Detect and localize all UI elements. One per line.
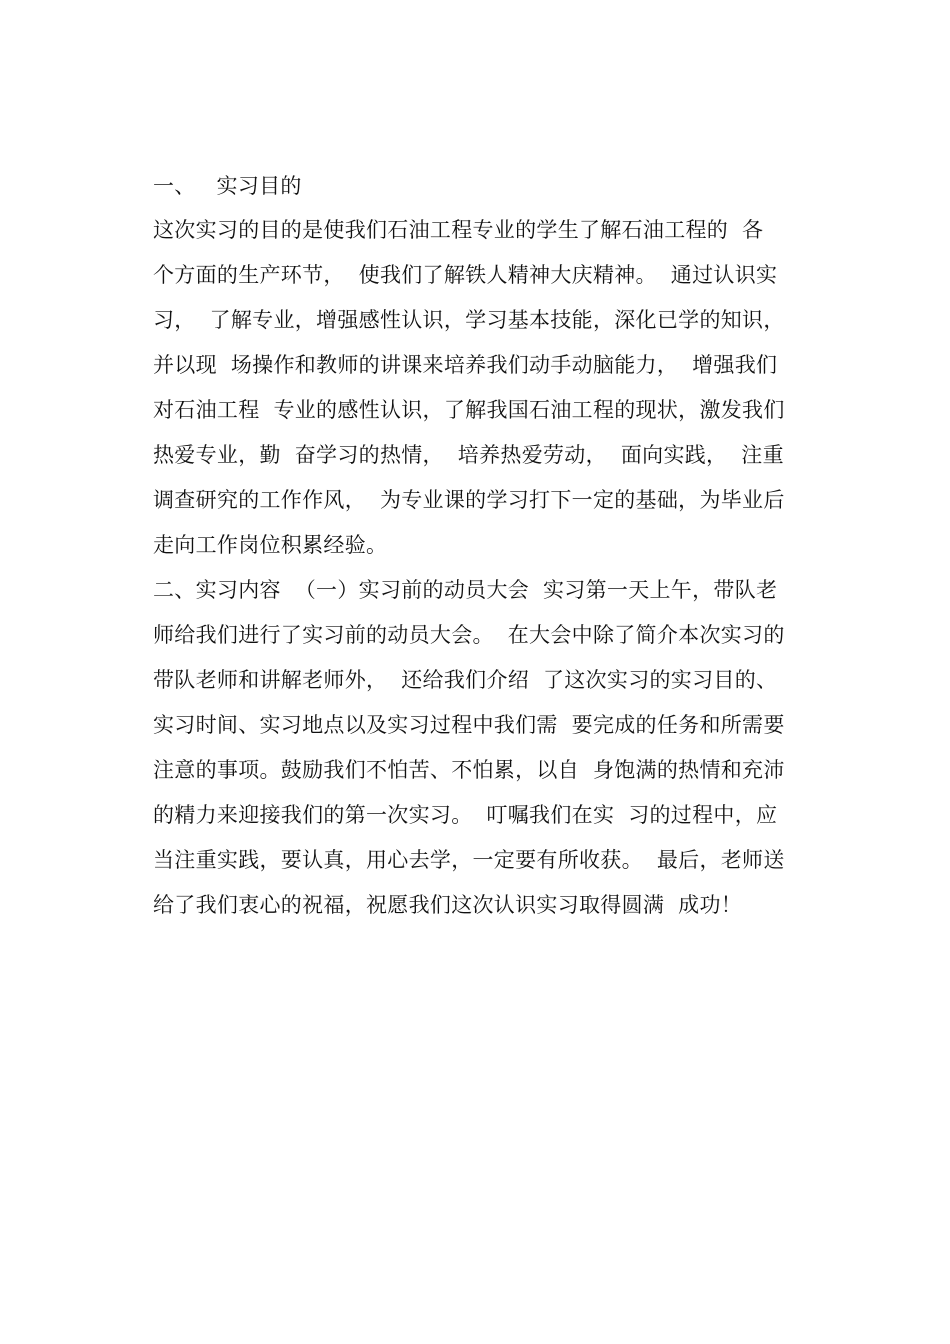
paragraph-line: 的精力来迎接我们的第一次实习。 叮嘱我们在实 习的过程中，应	[153, 803, 778, 827]
paragraph-line: 习， 了解专业，增强感性认识，学习基本技能，深化已学的知识，	[153, 308, 785, 332]
paragraph-line: 当注重实践，要认真，用心去学，一定要有所收获。 最后，老师送	[153, 848, 785, 872]
paragraph-line: 走向工作岗位积累经验。	[153, 533, 388, 557]
paragraph-line: 个方面的生产环节， 使我们了解铁人精神大庆精神。 通过认识实	[153, 263, 778, 287]
paragraph-line: 这次实习的目的是使我们石油工程专业的学生了解石油工程的 各	[153, 218, 764, 242]
paragraph-line: 实习时间、实习地点以及实习过程中我们需 要完成的任务和所需要	[153, 713, 785, 737]
document-body	[153, 168, 813, 932]
paragraph-line: 并以现 场操作和教师的讲课来培养我们动手动脑能力， 增强我们	[153, 353, 778, 377]
paragraph-line: 对石油工程 专业的感性认识，了解我国石油工程的现状，激发我们	[153, 398, 785, 422]
paragraph-line: 调查研究的工作作风， 为专业课的学习打下一定的基础，为毕业后	[153, 488, 785, 512]
section-heading-purpose: 一、 实习目的	[153, 174, 302, 198]
paragraph-line: 注意的事项。鼓励我们不怕苦、不怕累，以自 身饱满的热情和充沛	[153, 758, 785, 782]
paragraph-line: 热爱专业，勤 奋学习的热情， 培养热爱劳动， 面向实践， 注重	[153, 443, 784, 467]
paragraph-line: 带队老师和讲解老师外， 还给我们介绍 了这次实习的实习目的、	[153, 668, 778, 692]
paragraph-line: 给了我们衷心的祝福，祝愿我们这次认识实习取得圆满 成功！	[153, 893, 743, 917]
section-heading-content: 二、实习内容 （一）实习前的动员大会 实习第一天上午，带队老	[153, 578, 778, 602]
paragraph-line: 师给我们进行了实习前的动员大会。 在大会中除了简介本次实习的	[153, 623, 785, 647]
